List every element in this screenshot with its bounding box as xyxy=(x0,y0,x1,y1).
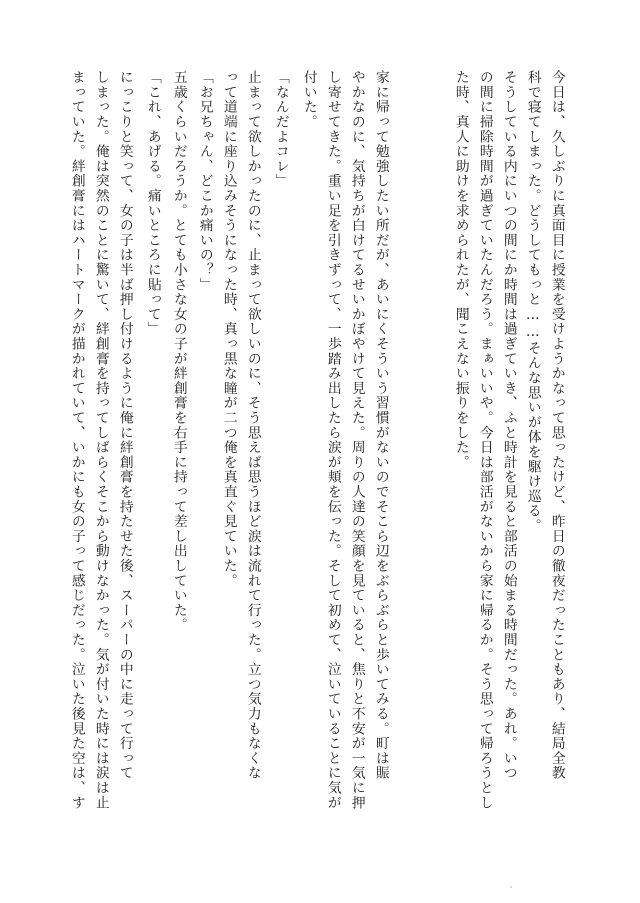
text-line-1: 今日は、久しぶりに真面目に授業を受けようかなって思ったけど、昨日の徹夜だったこともあり、結局全教 xyxy=(548,70,565,781)
text-line-5: た時、真人に助けを求められたが、聞こえない振りをした。 xyxy=(452,70,469,470)
text-line-6: 家に帰って勉強したい所だが、あいにくそういう習慣がないのでそこら辺をぶらぶらと歩いてみる。町は賑 xyxy=(372,70,389,781)
text-line-9: 付いた。 xyxy=(300,70,317,130)
text-line-8: し寄せてきた。重い足を引きずって、一歩踏み出したら涙が頬を伝った。そして初めて、泣いていることに気が xyxy=(324,70,341,810)
text-line-10: 「なんだよコレ」 xyxy=(272,70,289,189)
text-line-13: 「お兄ちゃん、どこか痛いの？」 xyxy=(196,70,213,292)
text-line-15: 「これ、あげる。痛いところに貼って」 xyxy=(144,70,161,337)
text-line-17: しまった。俺は突然のことに驚いて、絆創膏を持ってしばらくそこから動けなかった。気が付いた時には涙は止 xyxy=(92,70,109,810)
text-line-18: まっていた。絆創膏にはハートマークが描かれていて、いかにも女の子って感じだった。泣いた後見た空は、す xyxy=(68,70,85,810)
text-line-7: やかなのに、気持ちが白けてるせいかぼやけて見えた。周りの人達の笑顔を見ていると、焦りと不安が一気に押 xyxy=(348,70,365,810)
text-line-4: の間に掃除時間が過ぎていたんだろう。まぁいいや。今日は部活がないから家に帰るか。そう思って帰ろうとし xyxy=(476,70,493,810)
text-line-2: 科で寝てしまった。どうしてもっと……そんな思いが体を駆け巡る。 xyxy=(524,70,541,534)
text-line-11: 止まって欲しかったのに、止まって欲しいのに、そう思えば思うほど涙は流れて行った。立つ気力もなくな xyxy=(244,70,261,781)
paper-speck xyxy=(510,886,512,888)
text-line-14: 五歳くらいだろうか。とても小さな女の子が絆創膏を右手に持って差し出していた。 xyxy=(170,70,187,633)
text-line-3: そうしている内にいつの間にか時間は過ぎていき、ふと時計を見ると部活の始まる時間だった。あれ。いつ xyxy=(500,70,517,781)
text-line-12: って道端に座り込みそうになった時、真っ黒な瞳が二つ俺を真直ぐ見ていた。 xyxy=(220,70,237,588)
text-line-16: にっこりと笑って、女の子は半ば押し付けるように俺に絆創膏を持たせた後、スーパーの中に走って行って xyxy=(116,70,133,781)
